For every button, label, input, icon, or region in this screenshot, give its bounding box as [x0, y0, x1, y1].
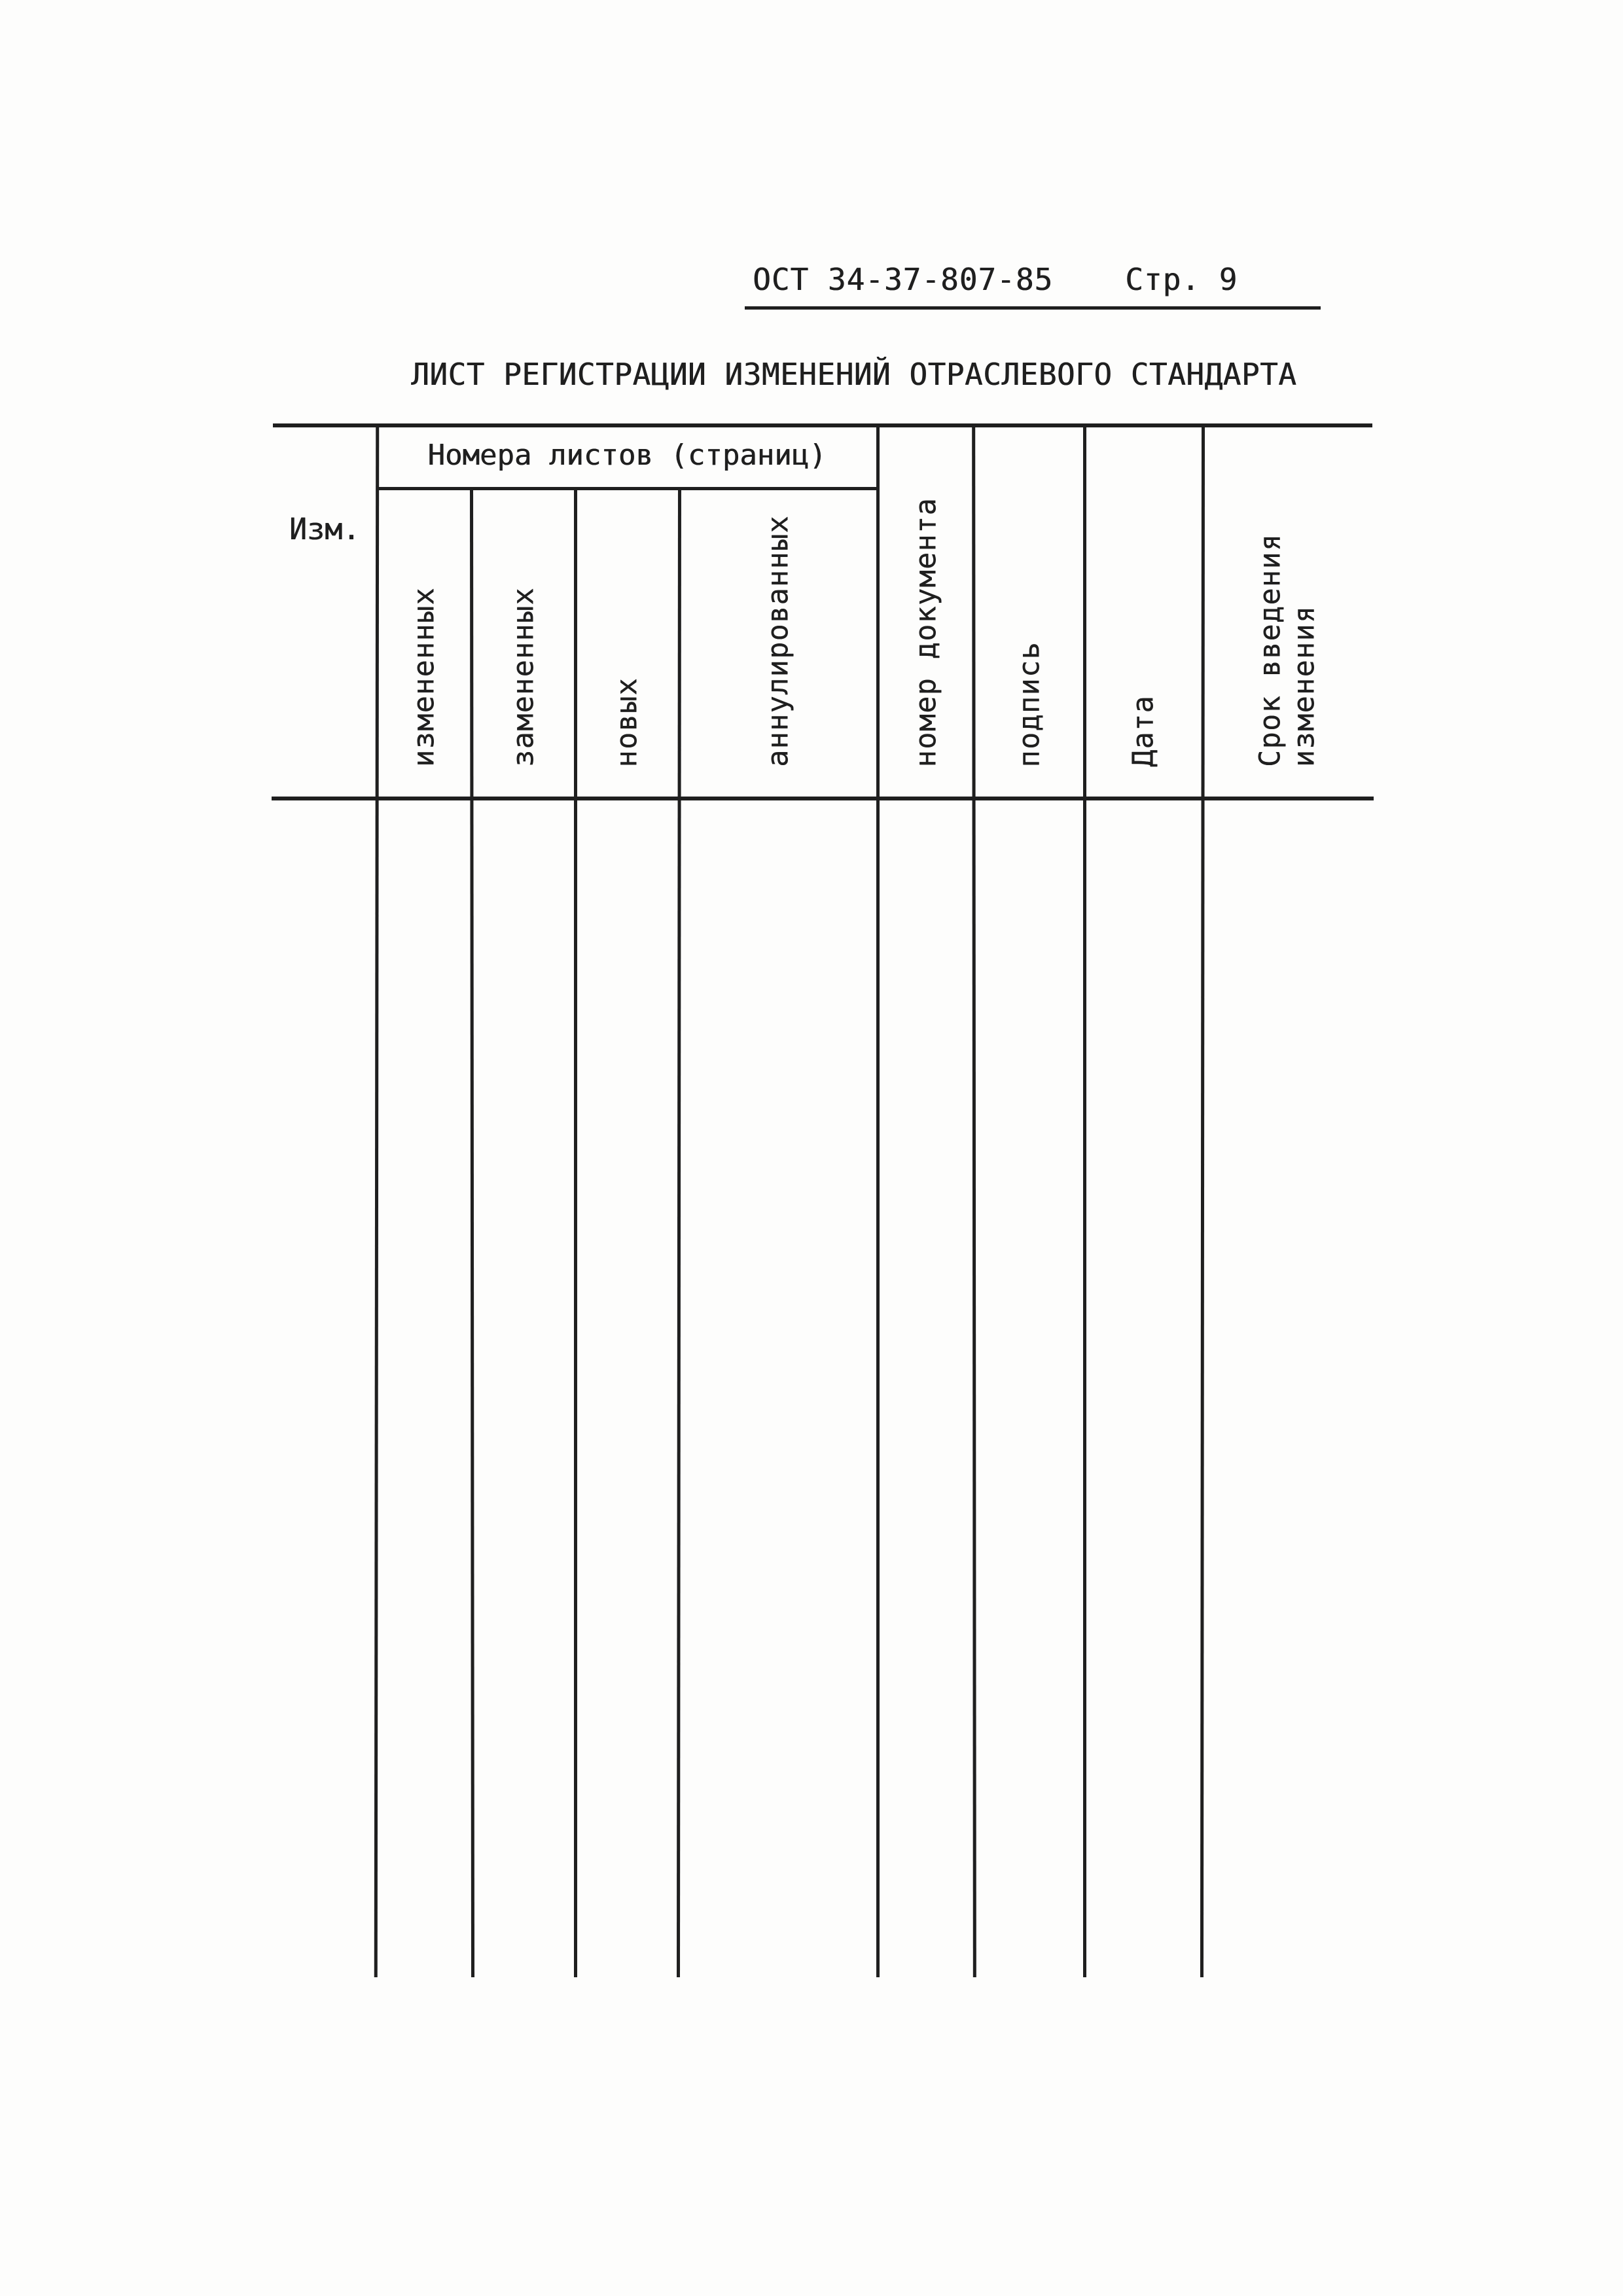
- document-header: [753, 262, 1238, 297]
- column-header-introduction-term: [1202, 423, 1372, 797]
- page-number: Стр. 9: [1125, 262, 1238, 297]
- group-header-label: Номера листов (страниц): [427, 439, 827, 472]
- column-header-changed-label: измененных: [407, 587, 441, 767]
- column-header-signature: [974, 423, 1084, 797]
- column-header-changed: [376, 487, 472, 797]
- table-header-bottom-border: [272, 797, 1374, 800]
- column-header-annulled-label: аннулированных: [761, 515, 795, 767]
- column-header-document-number-label: номер документа: [908, 497, 942, 767]
- column-header-izm: [273, 423, 376, 797]
- standard-number: ОСТ 34-37-807-85: [753, 262, 1054, 297]
- column-header-signature-label: подпись: [1012, 641, 1046, 767]
- document-title: ЛИСТ РЕГИСТРАЦИИ ИЗМЕНЕНИЙ ОТРАСЛЕВОГО СТАНДАРТА: [411, 357, 1297, 392]
- column-header-date-label: Дата: [1126, 695, 1160, 767]
- column-header-new-label: новых: [610, 677, 644, 767]
- header-underline: [745, 306, 1321, 310]
- column-header-replaced: [472, 487, 575, 797]
- column-header-introduction-term-label: Срок введения изменения: [1253, 533, 1321, 767]
- group-header-sheet-numbers: [376, 423, 878, 487]
- column-header-date: [1084, 423, 1202, 797]
- column-header-annulled: [679, 487, 878, 797]
- column-header-new: [575, 487, 679, 797]
- column-header-izm-label: Изм.: [289, 512, 361, 547]
- column-header-replaced-label: замененных: [507, 587, 541, 767]
- column-header-document-number: [878, 423, 974, 797]
